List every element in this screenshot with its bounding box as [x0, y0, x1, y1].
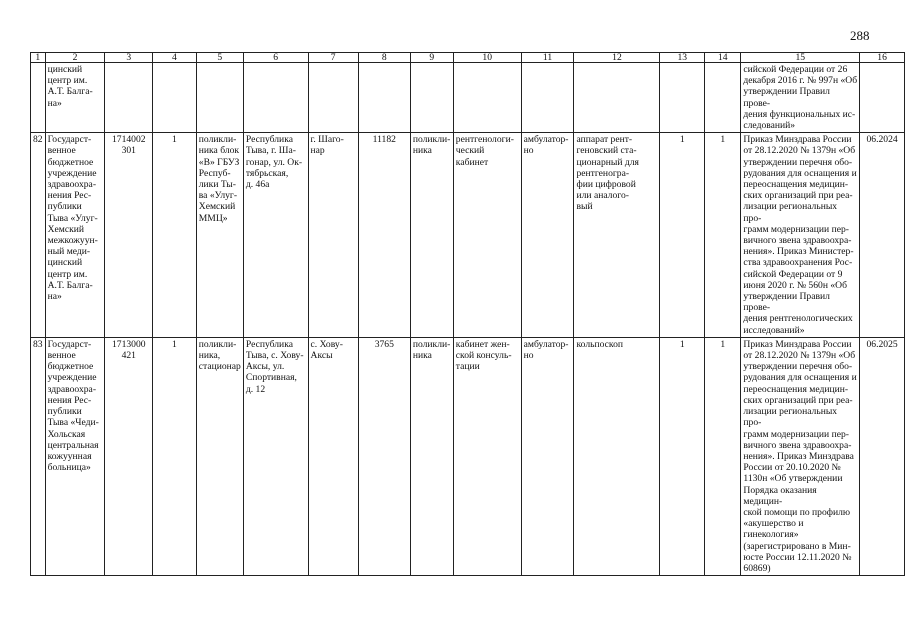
code-cell: 1714002 301 [105, 133, 153, 338]
count-cell: 1 [153, 133, 197, 338]
quantity-cell: 1 [660, 337, 705, 575]
empty-cell [410, 63, 453, 133]
facility-cell: поликли- ника блок «В» ГБУЗ Респуб- лики Ты- ва «Улуг- Хемский ММЦ» [196, 133, 243, 338]
empty-cell [453, 63, 521, 133]
header-cell: 12 [574, 53, 660, 63]
quantity-cell: 1 [705, 133, 741, 338]
settlement-cell: с. Хову- Аксы [308, 337, 358, 575]
header-cell: 10 [453, 53, 521, 63]
date-cell: 06.2025 [860, 337, 905, 575]
institution-cell: Государст- венное бюджетное учреждение здравоохра- нения Рес- публики Тыва «Улуг- Хемский межкожуун- ный меди- цинский центр им. А.Т. Балга- на» [45, 133, 105, 338]
equipment-cell: кольпоскоп [574, 337, 660, 575]
header-cell: 7 [308, 53, 358, 63]
table-row-continuation [31, 63, 905, 133]
header-cell: 16 [860, 53, 905, 63]
quantity-cell: 1 [660, 133, 705, 338]
date-cell: 06.2024 [860, 133, 905, 338]
empty-cell [358, 63, 410, 133]
empty-cell [105, 63, 153, 133]
code-cell: 1713000 421 [105, 337, 153, 575]
table-row [31, 337, 905, 575]
header-cell: 13 [660, 53, 705, 63]
empty-cell [660, 63, 705, 133]
header-cell: 15 [741, 53, 860, 63]
column-number-row [31, 53, 905, 63]
empty-cell [705, 63, 741, 133]
cabinet-cell: кабинет жен- ской консуль- тации [453, 337, 521, 575]
header-cell: 6 [243, 53, 308, 63]
regulation-cell: Приказ Минздрава России от 28.12.2020 № 1379н «Об утверждении перечня обо- рудования для оснащения и переоснащения медицин- ских организаций при реа- лизации региональных про- грамм модернизации пер- вичного звена здравоохра- нения». Приказ Министер- ства здравоохранения Рос- сийской Федерации от 9 июня 2020 г. № 560н «Об утверждении Правил прове- дения рентгенологических исследований» [741, 133, 860, 338]
empty-cell [153, 63, 197, 133]
row-number: 83 [31, 337, 46, 575]
header-cell: 9 [410, 53, 453, 63]
address-cell: Республика Тыва, г. Ша- гонар, ул. Ок- тябрьская, д. 46а [243, 133, 308, 338]
header-cell: 2 [45, 53, 105, 63]
equipment-cell: аппарат рент- геновский ста- ционарный для рентгеногра- фии цифровой или аналого- вый [574, 133, 660, 338]
header-cell: 4 [153, 53, 197, 63]
unit-type-cell: поликли- ника [410, 133, 453, 338]
population-cell: 3765 [358, 337, 410, 575]
header-cell: 5 [196, 53, 243, 63]
table-row [31, 133, 905, 338]
quantity-cell: 1 [705, 337, 741, 575]
count-cell: 1 [153, 337, 197, 575]
equipment-table [30, 52, 905, 576]
address-cell: Республика Тыва, с. Хову- Аксы, ул. Спортивная, д. 12 [243, 337, 308, 575]
empty-cell [860, 63, 905, 133]
empty-cell [308, 63, 358, 133]
header-cell: 14 [705, 53, 741, 63]
header-cell: 11 [521, 53, 574, 63]
page-number: 288 [850, 28, 870, 43]
empty-cell [31, 63, 46, 133]
unit-type-cell: поликли- ника [410, 337, 453, 575]
header-cell: 1 [31, 53, 46, 63]
facility-cell: поликли- ника, стационар [196, 337, 243, 575]
empty-cell [196, 63, 243, 133]
care-mode-cell: амбулатор- но [521, 337, 574, 575]
population-cell: 11182 [358, 133, 410, 338]
settlement-cell: г. Шаго- нар [308, 133, 358, 338]
regulation-cell: Приказ Минздрава России от 28.12.2020 № 1379н «Об утверждении перечня обо- рудования для оснащения и переоснащения медицин- ских организаций при реа- лизации региональных про- грамм модернизации пер- вичного звена здравоохра- нения». Приказ Минздрава России от 20.10.2020 № 1130н «Об утверждении Порядка оказания медицин- ской помощи по профилю «акушерство и гинекология» (зарегистрировано в Мин- юсте России 12.11.2020 № 60869) [741, 337, 860, 575]
institution-cell: Государст- венное бюджетное учреждение здравоохра- нения Рес- публики Тыва «Чеди- Хольская центральная кожуунная больница» [45, 337, 105, 575]
empty-cell [574, 63, 660, 133]
cabinet-cell: рентгенологи- ческий кабинет [453, 133, 521, 338]
header-cell: 8 [358, 53, 410, 63]
care-mode-cell: амбулатор- но [521, 133, 574, 338]
institution-cell: цинский центр им. А.Т. Балга- на» [45, 63, 105, 133]
empty-cell [521, 63, 574, 133]
empty-cell [243, 63, 308, 133]
regulation-cell: сийской Федерации от 26 декабря 2016 г. № 997н «Об утверждении Правил прове- дения функциональных ис- следований» [741, 63, 860, 133]
row-number: 82 [31, 133, 46, 338]
header-cell: 3 [105, 53, 153, 63]
